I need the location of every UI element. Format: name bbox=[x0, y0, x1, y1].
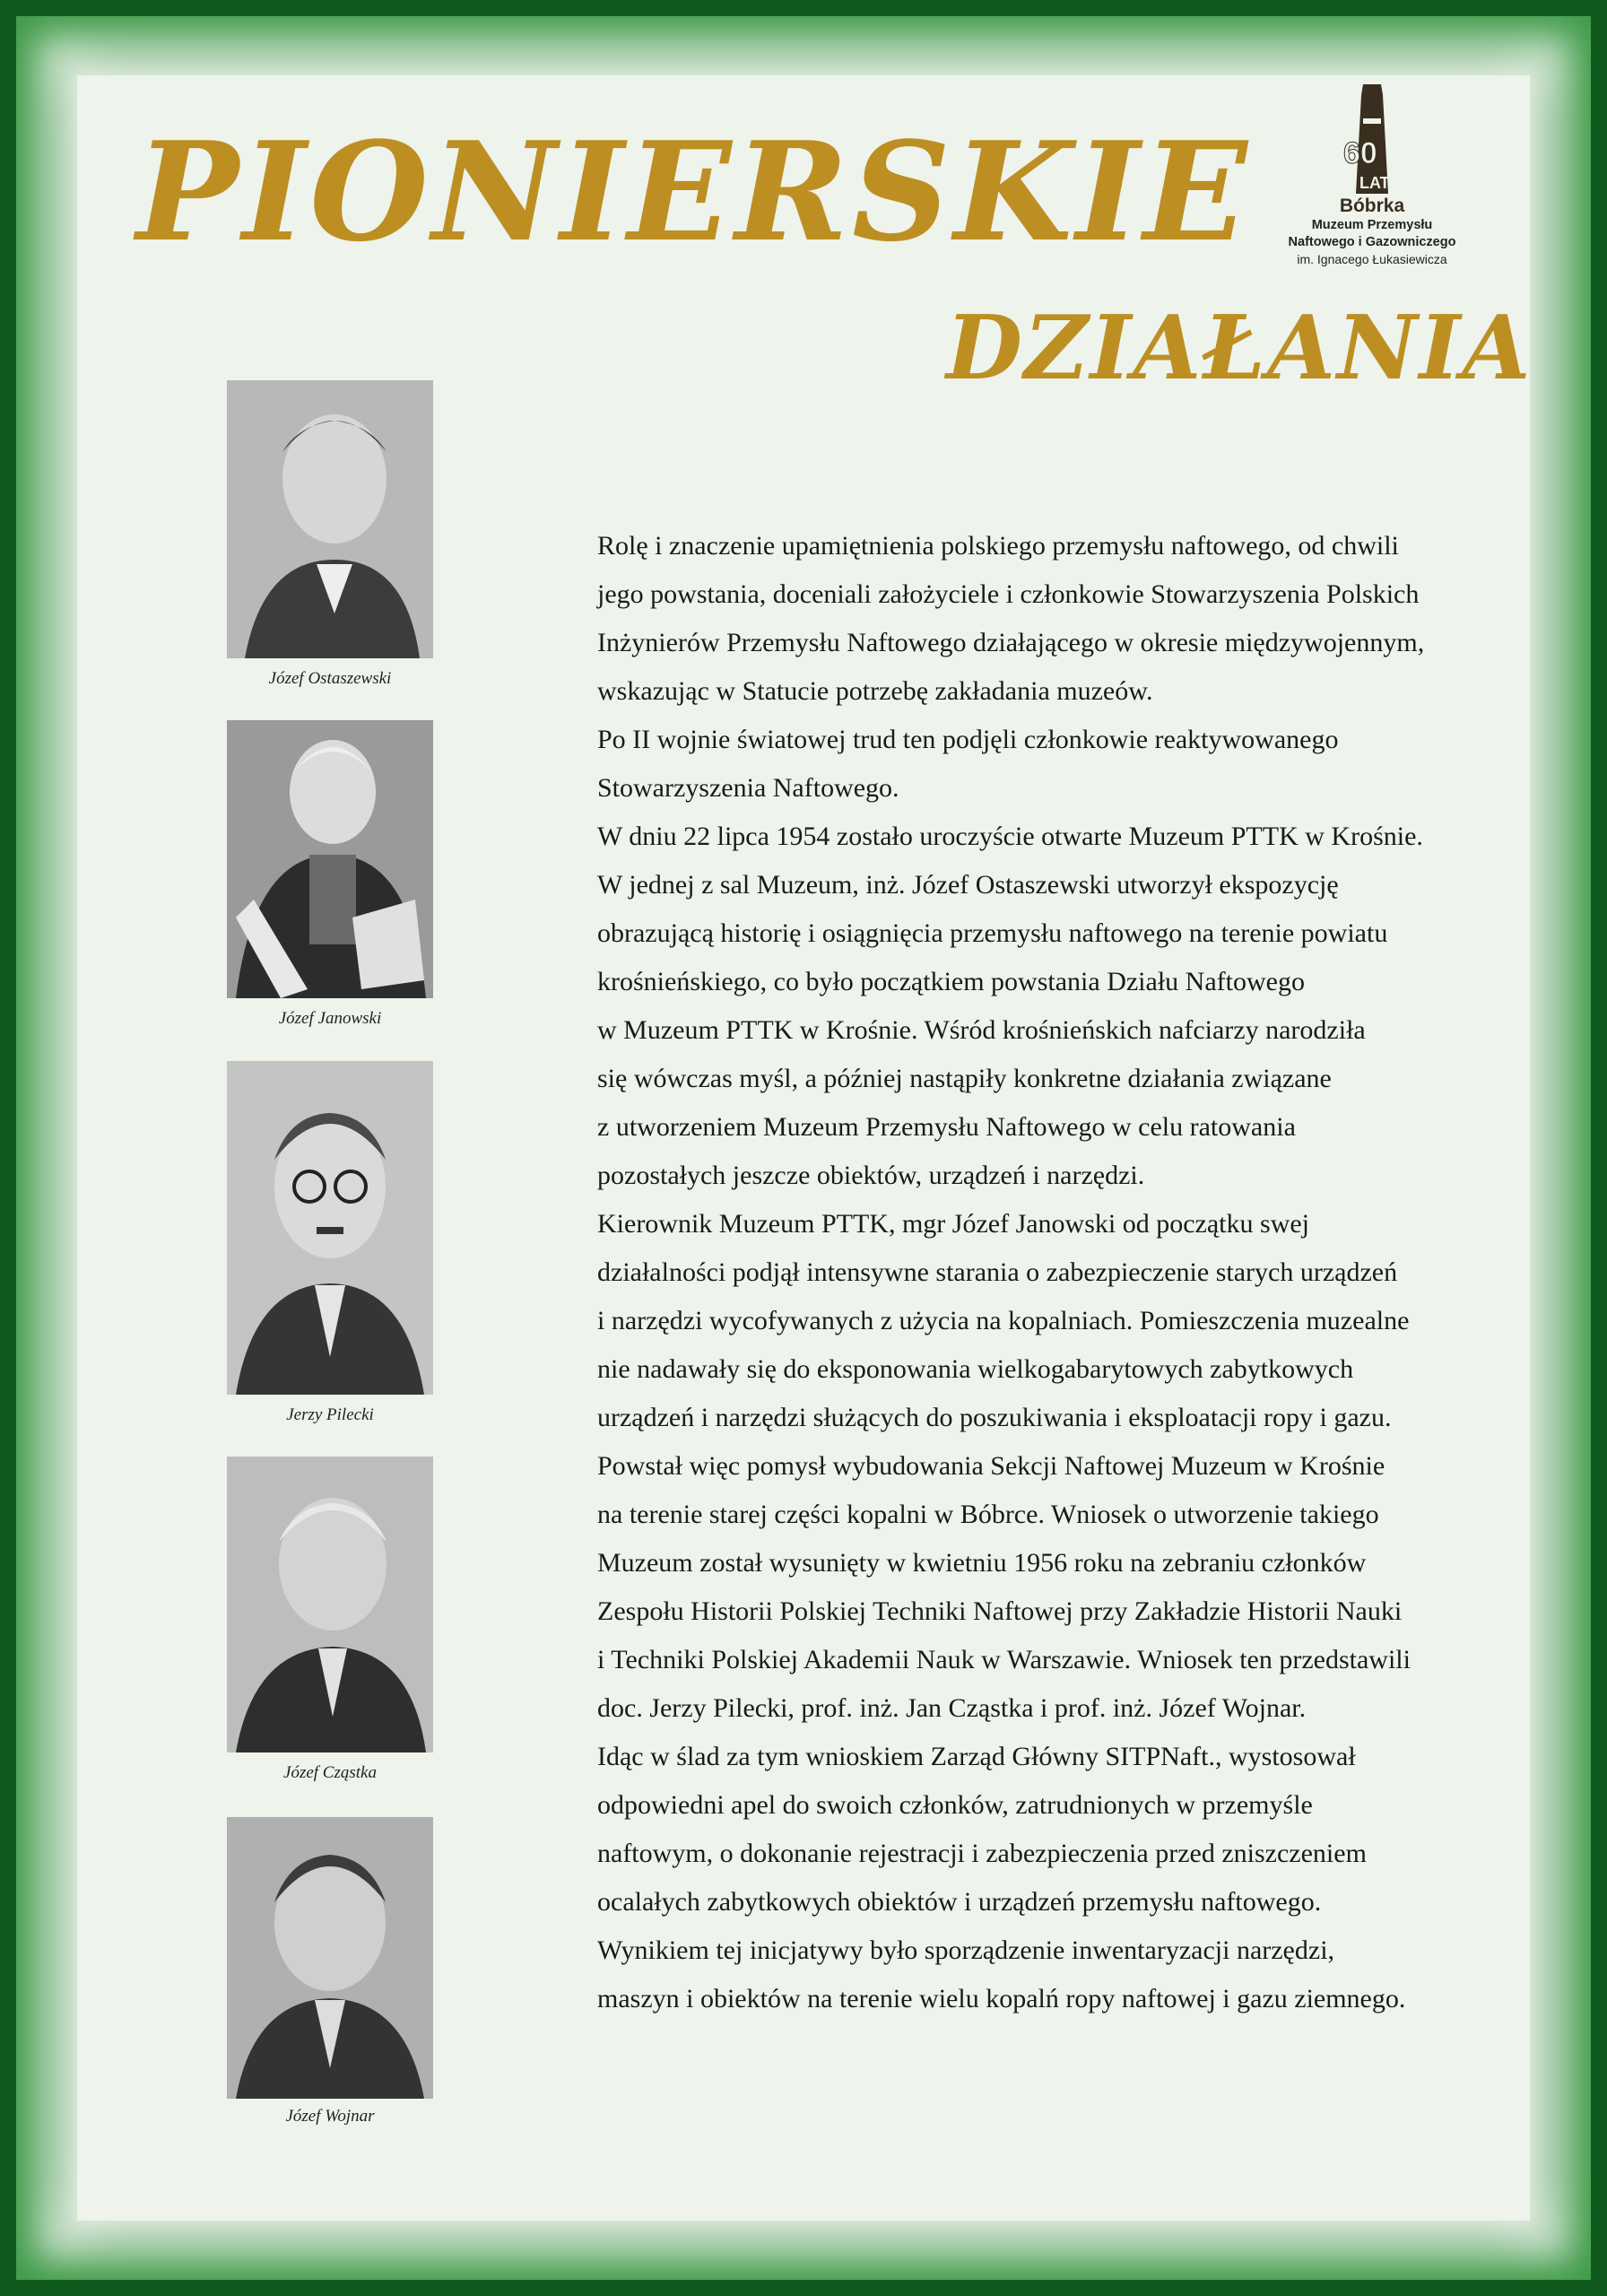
svg-text:60: 60 bbox=[1343, 136, 1377, 170]
portrait-caption: Józef Janowski bbox=[278, 1009, 382, 1028]
portrait-photo bbox=[227, 1061, 433, 1395]
body-line: Inżynierów Przemysłu Naftowego działającego w okresie międzywojennym, bbox=[597, 628, 1425, 657]
body-line: maszyn i obiektów na terenie wielu kopalń ropy naftowej i gazu ziemnego. bbox=[597, 1984, 1406, 2013]
body-line: i narzędzi wycofywanych z użycia na kopalniach. Pomieszczenia muzealne bbox=[597, 1306, 1410, 1335]
body-line: ocalałych zabytkowych obiektów i urządzeń przemysłu naftowego. bbox=[597, 1887, 1322, 1917]
portrait-photo bbox=[227, 1457, 433, 1752]
logo-line2: Naftowego i Gazowniczego bbox=[1288, 235, 1456, 249]
body-line: krośnieńskiego, co było początkiem powstania Działu Naftowego bbox=[597, 967, 1305, 996]
body-line: Zespołu Historii Polskiej Techniki Naftowej przy Zakładzie Historii Nauki bbox=[597, 1596, 1403, 1626]
portrait-photo bbox=[227, 380, 433, 658]
body-line: W jednej z sal Muzeum, inż. Józef Ostaszewski utworzył ekspozycję bbox=[597, 870, 1339, 900]
portrait-caption: Józef Wojnar bbox=[285, 2107, 375, 2126]
body-line: z utworzeniem Muzeum Przemysłu Naftowego w celu ratowania bbox=[597, 1112, 1296, 1142]
body-line: Muzeum został wysunięty w kwietniu 1956 roku na zebraniu członków bbox=[597, 1548, 1367, 1578]
body-line: urządzeń i narzędzi służących do poszukiwania i eksploatacji ropy i gazu. bbox=[597, 1403, 1392, 1432]
body-line: Wynikiem tej inicjatywy było sporządzenie inwentaryzacji narzędzi, bbox=[597, 1935, 1335, 1965]
portrait-photo bbox=[227, 1817, 433, 2099]
portrait-caption: Jerzy Pilecki bbox=[286, 1405, 374, 1424]
body-line: działalności podjął intensywne starania o zabezpieczenie starych urządzeń bbox=[597, 1257, 1398, 1287]
body-line: pozostałych jeszcze obiektów, urządzeń i narzędzi. bbox=[597, 1161, 1145, 1190]
body-line: i Techniki Polskiej Akademii Nauk w Warszawie. Wniosek ten przedstawili bbox=[597, 1645, 1411, 1674]
body-line: odpowiedni apel do swoich członków, zatrudnionych w przemyśle bbox=[597, 1790, 1313, 1820]
body-line: Po II wojnie światowej trud ten podjęli członkowie reaktywowanego bbox=[597, 725, 1339, 754]
derrick-logo-icon bbox=[1336, 83, 1408, 194]
body-text bbox=[597, 522, 1494, 2023]
body-line: obrazującą historię i osiągnięcia przemysłu naftowego na terenie powiatu bbox=[597, 918, 1388, 948]
body-line: w Muzeum PTTK w Krośnie. Wśród krośnieńskich nafciarzy narodziła bbox=[597, 1015, 1366, 1045]
body-line: Powstał więc pomysł wybudowania Sekcji Naftowej Muzeum w Krośnie bbox=[597, 1451, 1385, 1481]
body-line: Rolę i znaczenie upamiętnienia polskiego przemysłu naftowego, od chwili bbox=[597, 531, 1399, 561]
body-line: nie nadawały się do eksponowania wielkogabarytowych zabytkowych bbox=[597, 1354, 1354, 1384]
portrait-caption: Józef Cząstka bbox=[283, 1763, 377, 1782]
body-line: Kierownik Muzeum PTTK, mgr Józef Janowski od początku swej bbox=[597, 1209, 1310, 1239]
body-line: Stowarzyszenia Naftowego. bbox=[597, 773, 899, 803]
body-line: W dniu 22 lipca 1954 zostało uroczyście otwarte Muzeum PTTK w Krośnie. bbox=[597, 822, 1423, 851]
svg-text:LAT: LAT bbox=[1359, 174, 1390, 192]
body-line: Idąc w ślad za tym wnioskiem Zarząd Główny SITPNaft., wystosował bbox=[597, 1742, 1356, 1771]
title-main: PIONIERSKIE bbox=[136, 111, 1251, 272]
body-line: doc. Jerzy Pilecki, prof. inż. Jan Cząstka i prof. inż. Józef Wojnar. bbox=[597, 1693, 1307, 1723]
portrait-photo bbox=[227, 720, 433, 998]
body-line: się wówczas myśl, a później nastąpiły konkretne działania związane bbox=[597, 1064, 1332, 1093]
logo-name: Bóbrka bbox=[1339, 196, 1405, 216]
body-line: na terenie starej części kopalni w Bóbrce. Wniosek o utworzenie takiego bbox=[597, 1500, 1379, 1529]
logo-line1: Muzeum Przemysłu bbox=[1311, 218, 1433, 232]
title-sub: DZIAŁANIA bbox=[946, 297, 1533, 400]
body-line: wskazując w Statucie potrzebę zakładania muzeów. bbox=[597, 676, 1153, 706]
logo-line3: im. Ignacego Łukasiewicza bbox=[1297, 252, 1447, 266]
body-line: naftowym, o dokonanie rejestracji i zabezpieczenia przed zniszczeniem bbox=[597, 1839, 1367, 1868]
body-line: jego powstania, doceniali założyciele i członkowie Stowarzyszenia Polskich bbox=[597, 579, 1420, 609]
portrait-caption: Józef Ostaszewski bbox=[268, 669, 392, 688]
museum-logo bbox=[1255, 83, 1489, 280]
